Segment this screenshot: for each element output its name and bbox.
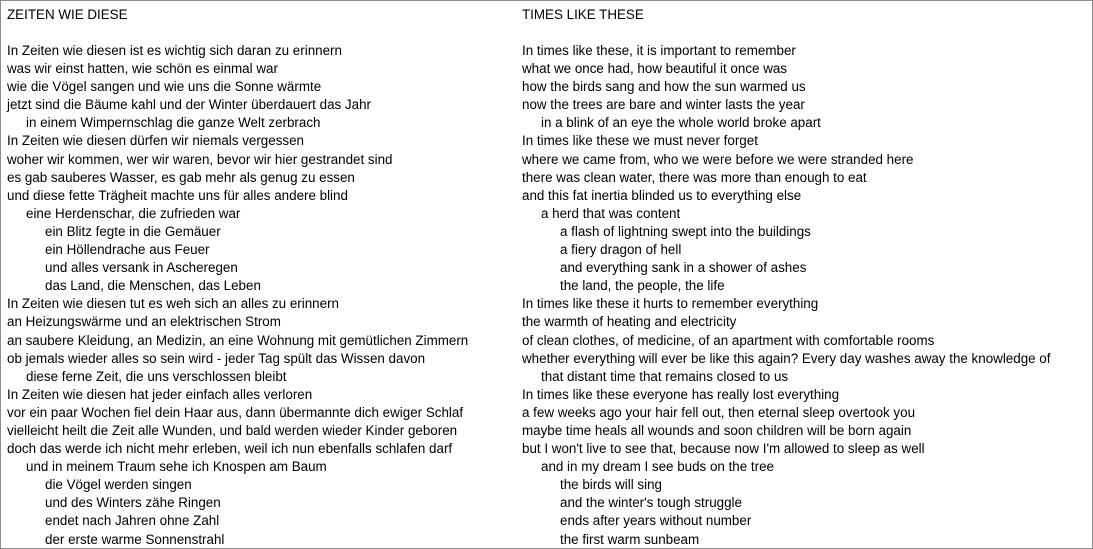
german-lines bbox=[7, 42, 468, 549]
poem-line: where we came from, who we were before we were stranded here bbox=[522, 151, 914, 167]
poem-line: endet nach Jahren ohne Zahl bbox=[45, 513, 220, 529]
poem-line: vor ein paar Wochen fiel dein Haar aus, dann übermannte dich ewiger Schlaf bbox=[7, 404, 464, 420]
poem-line: In times like these we must never forget bbox=[522, 133, 758, 149]
poem-line: ein Blitz fegte in die Gemäuer bbox=[45, 223, 221, 239]
english-column bbox=[522, 6, 1050, 549]
poem-line: the land, the people, the life bbox=[560, 278, 725, 294]
poem-line: ob jemals wieder alles so sein wird - jeder Tag spült das Wissen davon bbox=[7, 350, 426, 366]
poem-line: diese ferne Zeit, die uns verschlossen bleibt bbox=[26, 368, 287, 384]
poem-line: jetzt sind die Bäume kahl und der Winter überdauert das Jahr bbox=[7, 97, 371, 113]
german-column bbox=[7, 6, 468, 549]
title-spacer bbox=[522, 24, 1050, 42]
poem-line: und diese fette Trägheit machte uns für alles andere blind bbox=[7, 187, 348, 203]
poem-line: a fiery dragon of hell bbox=[560, 242, 682, 258]
poem-line: maybe time heals all wounds and soon children will be born again bbox=[522, 422, 912, 438]
poem-line: the birds will sing bbox=[560, 477, 662, 493]
poem-line: the warmth of heating and electricity bbox=[522, 314, 737, 330]
poem-line: now the trees are bare and winter lasts the year bbox=[522, 97, 805, 113]
poem-line: woher wir kommen, wer wir waren, bevor wir hier gestrandet sind bbox=[7, 151, 393, 167]
poem-line: an saubere Kleidung, an Medizin, an eine Wohnung mit gemütlichen Zimmern bbox=[7, 332, 469, 348]
poem-line: an Heizungswärme und an elektrischen Strom bbox=[7, 314, 281, 330]
poem-line: In Zeiten wie diesen ist es wichtig sich daran zu erinnern bbox=[7, 43, 342, 58]
poem-line: es gab sauberes Wasser, es gab mehr als genug zu essen bbox=[7, 169, 355, 185]
poem-line: In times like these, it is important to remember bbox=[522, 43, 796, 58]
poem-line: in a blink of an eye the whole world broke apart bbox=[541, 115, 821, 131]
english-title: TIMES LIKE THESE bbox=[522, 7, 644, 22]
poem-line: vielleicht heilt die Zeit alle Wunden, und bald werden wieder Kinder geboren bbox=[7, 422, 458, 438]
poem-line: a few weeks ago your hair fell out, then eternal sleep overtook you bbox=[522, 404, 916, 420]
german-title: ZEITEN WIE DIESE bbox=[7, 7, 128, 22]
poem-line: and this fat inertia blinded us to everything else bbox=[522, 187, 802, 203]
english-lines bbox=[522, 42, 1050, 549]
poem-line: eine Herdenschar, die zufrieden war bbox=[26, 205, 241, 221]
poem-line: In times like these everyone has really lost everything bbox=[522, 386, 840, 402]
poem-line: ein Höllendrache aus Feuer bbox=[45, 242, 210, 258]
poem-line: In Zeiten wie diesen dürfen wir niemals vergessen bbox=[7, 133, 304, 149]
poem-line: die Vögel werden singen bbox=[45, 477, 192, 493]
poem-line: a herd that was content bbox=[541, 205, 681, 221]
poem-line: In Zeiten wie diesen tut es weh sich an alles zu erinnern bbox=[7, 296, 339, 312]
poem-line: whether everything will ever be like this again? Every day washes away the knowledge of bbox=[522, 350, 1051, 366]
poem-line: das Land, die Menschen, das Leben bbox=[45, 278, 261, 294]
poem-line: and in my dream I see buds on the tree bbox=[541, 459, 774, 475]
poem-line: what we once had, how beautiful it once was bbox=[522, 61, 788, 77]
poem-line: und des Winters zähe Ringen bbox=[45, 495, 221, 511]
poem-line: wie die Vögel sangen und wie uns die Sonne wärmte bbox=[7, 79, 322, 95]
poem-line: und in meinem Traum sehe ich Knospen am Baum bbox=[26, 459, 327, 475]
poem-line: In Zeiten wie diesen hat jeder einfach alles verloren bbox=[7, 386, 313, 402]
poem-line: doch das werde ich nicht mehr erleben, weil ich nun ebenfalls schlafen darf bbox=[7, 441, 453, 457]
poem-line: a flash of lightning swept into the buildings bbox=[560, 223, 811, 239]
poem-line: that distant time that remains closed to us bbox=[541, 368, 789, 384]
title-spacer bbox=[7, 24, 468, 42]
poem-line: and everything sank in a shower of ashes bbox=[560, 260, 807, 276]
poem-line: in einem Wimpernschlag die ganze Welt zerbrach bbox=[26, 115, 321, 131]
poem-line: how the birds sang and how the sun warmed us bbox=[522, 79, 806, 95]
poem-line: und alles versank in Ascheregen bbox=[45, 260, 238, 276]
poem-line: of clean clothes, of medicine, of an apartment with comfortable rooms bbox=[522, 332, 935, 348]
poem-line: and the winter's tough struggle bbox=[560, 495, 742, 511]
poem-line: there was clean water, there was more than enough to eat bbox=[522, 169, 867, 185]
poem-line: der erste warme Sonnenstrahl bbox=[45, 531, 225, 547]
poem-line: was wir einst hatten, wie schön es einmal war bbox=[7, 61, 278, 77]
poem-line: the first warm sunbeam bbox=[560, 531, 700, 547]
poem-line: ends after years without number bbox=[560, 513, 752, 529]
poem-line: In times like these it hurts to remember everything bbox=[522, 296, 819, 312]
poem-line: but I won't live to see that, because now I'm allowed to sleep as well bbox=[522, 441, 925, 457]
